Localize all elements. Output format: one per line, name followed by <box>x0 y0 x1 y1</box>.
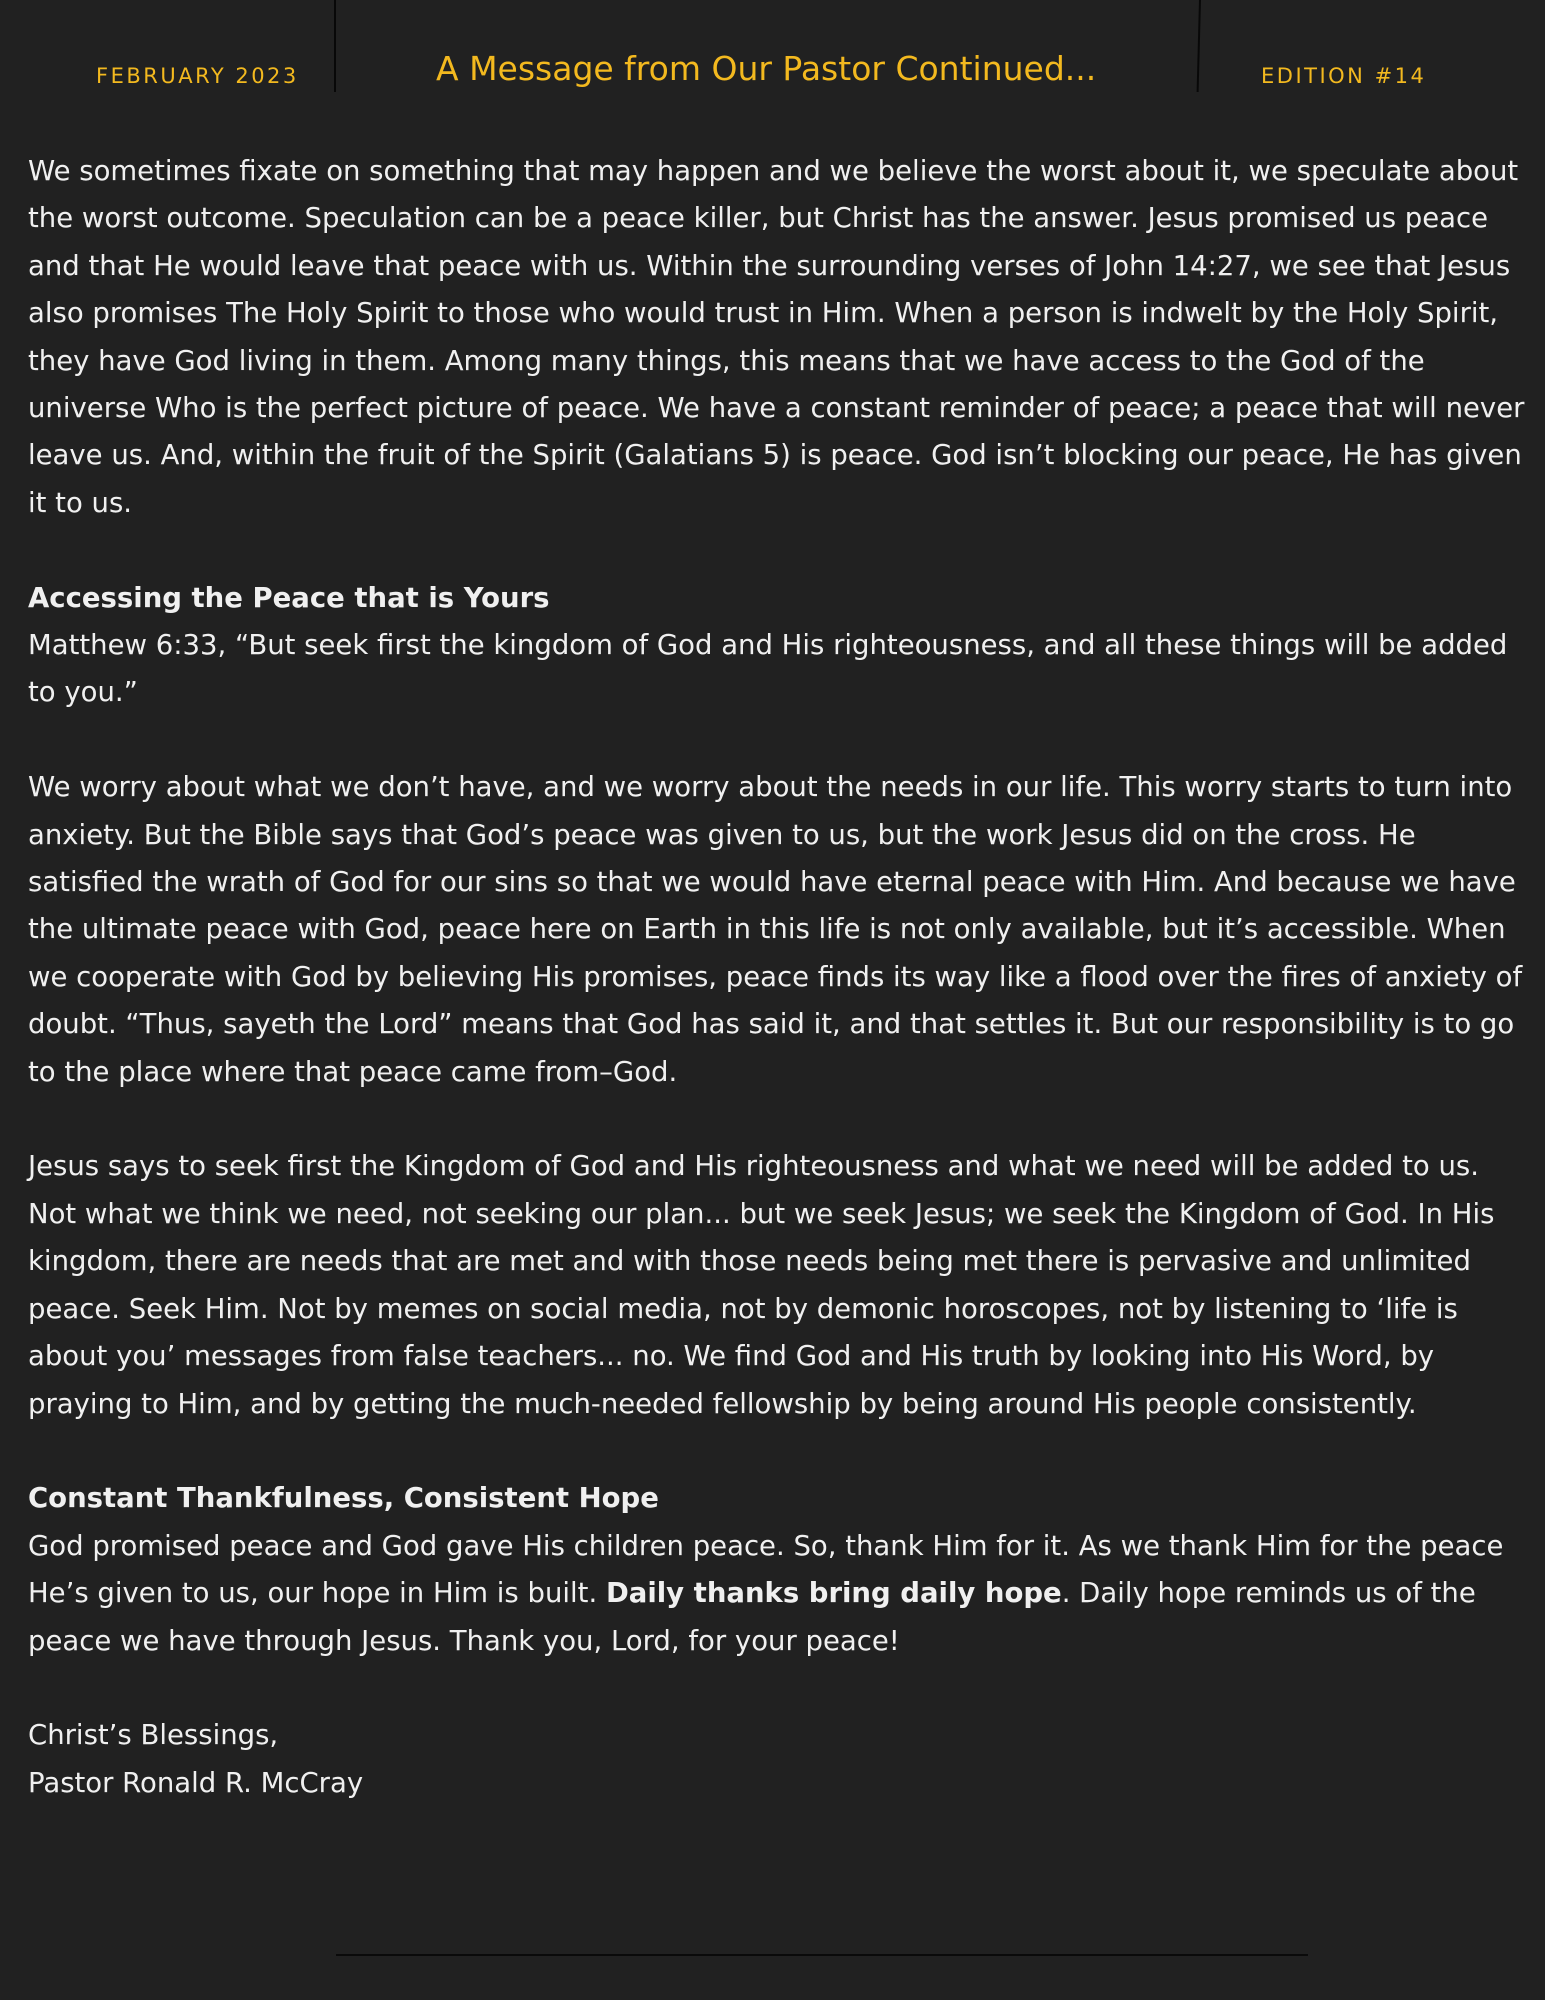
section-accessing-peace <box>28 575 1528 717</box>
emphasis-daily-thanks: Daily thanks bring daily hope <box>605 1577 1062 1610</box>
section-thankfulness <box>28 1475 1528 1665</box>
header-divider-left <box>334 0 336 92</box>
page-title: A Message from Our Pastor Continued... <box>436 49 1097 88</box>
signature: Pastor Ronald R. McCray <box>28 1766 364 1799</box>
header-divider-right <box>1197 0 1201 92</box>
section-heading-accessing-peace: Accessing the Peace that is Yours <box>28 581 550 614</box>
paragraph-seek-first: Jesus says to seek first the Kingdom of God and His righteousness and what we need will be added to us. Not what we think we need, not seeking our plan... but we seek Jesus; we seek the Kingdom of God. In His kingdom, there are needs that are met and with those needs being met there is pervasive and unlimited peace. Seek Him. Not by memes on social media, not by demonic horoscopes, not by listening to ‘life is about you’ messages from false teachers... no. We find God and His truth by looking into His Word, by praying to Him, and by getting the much-needed fellowship by being around His people consistently. <box>28 1150 1495 1420</box>
paragraph-worry: We worry about what we don’t have, and we worry about the needs in our life. This worry starts to turn into anxiety. But the Bible says that God’s peace was given to us, but the work Jesus did on the cross. He satisfied the wrath of God for our sins so that we would have eternal peace with Him. And because we have the ultimate peace with God, peace here on Earth in this life is not only available, but it’s accessible. When we cooperate with God by believing His promises, peace finds its way like a flood over the fires of anxiety of doubt. “Thus, sayeth the Lord” means that God has said it, and that settles it. But our responsibility is to go to the place where that peace came from–God. <box>28 771 1523 1088</box>
paragraph-thankfulness-end: . Daily hope reminds us of the peace we have through Jesus. Thank you, Lord, for your peace! <box>28 1577 1476 1657</box>
header-date: FEBRUARY 2023 <box>96 64 299 88</box>
footer-divider <box>336 1954 1308 1956</box>
section-heading-thankfulness: Constant Thankfulness, Consistent Hope <box>28 1482 659 1515</box>
scripture-quote: Matthew 6:33, “But seek first the kingdom of God and His righteousness, and all these things will be added to you.” <box>28 629 1508 709</box>
header-edition: EDITION #14 <box>1261 64 1427 88</box>
paragraph-intro: We sometimes fixate on something that may happen and we believe the worst about it, we speculate about the worst outcome. Speculation can be a peace killer, but Christ has the answer. Jesus promised us peace and that He would leave that peace with us. Within the surrounding verses of John 14:27, we see that Jesus also promises The Holy Spirit to those who would trust in Him. When a person is indwelt by the Holy Spirit, they have God living in them. Among many things, this means that we have access to the God of the universe Who is the perfect picture of peace. We have a constant reminder of peace; a peace that will never leave us. And, within the fruit of the Spirit (Galatians 5) is peace. God isn’t blocking our peace, He has given it to us. <box>28 155 1525 519</box>
article-body <box>28 148 1528 1855</box>
paragraph-thankfulness-start: God promised peace and God gave His children peace. So, thank Him for it. As we thank Him for the peace He’s given to us, our hope in Him is built. <box>28 1529 1504 1610</box>
signoff <box>28 1712 1528 1807</box>
closing-line: Christ’s Blessings, <box>28 1719 279 1752</box>
